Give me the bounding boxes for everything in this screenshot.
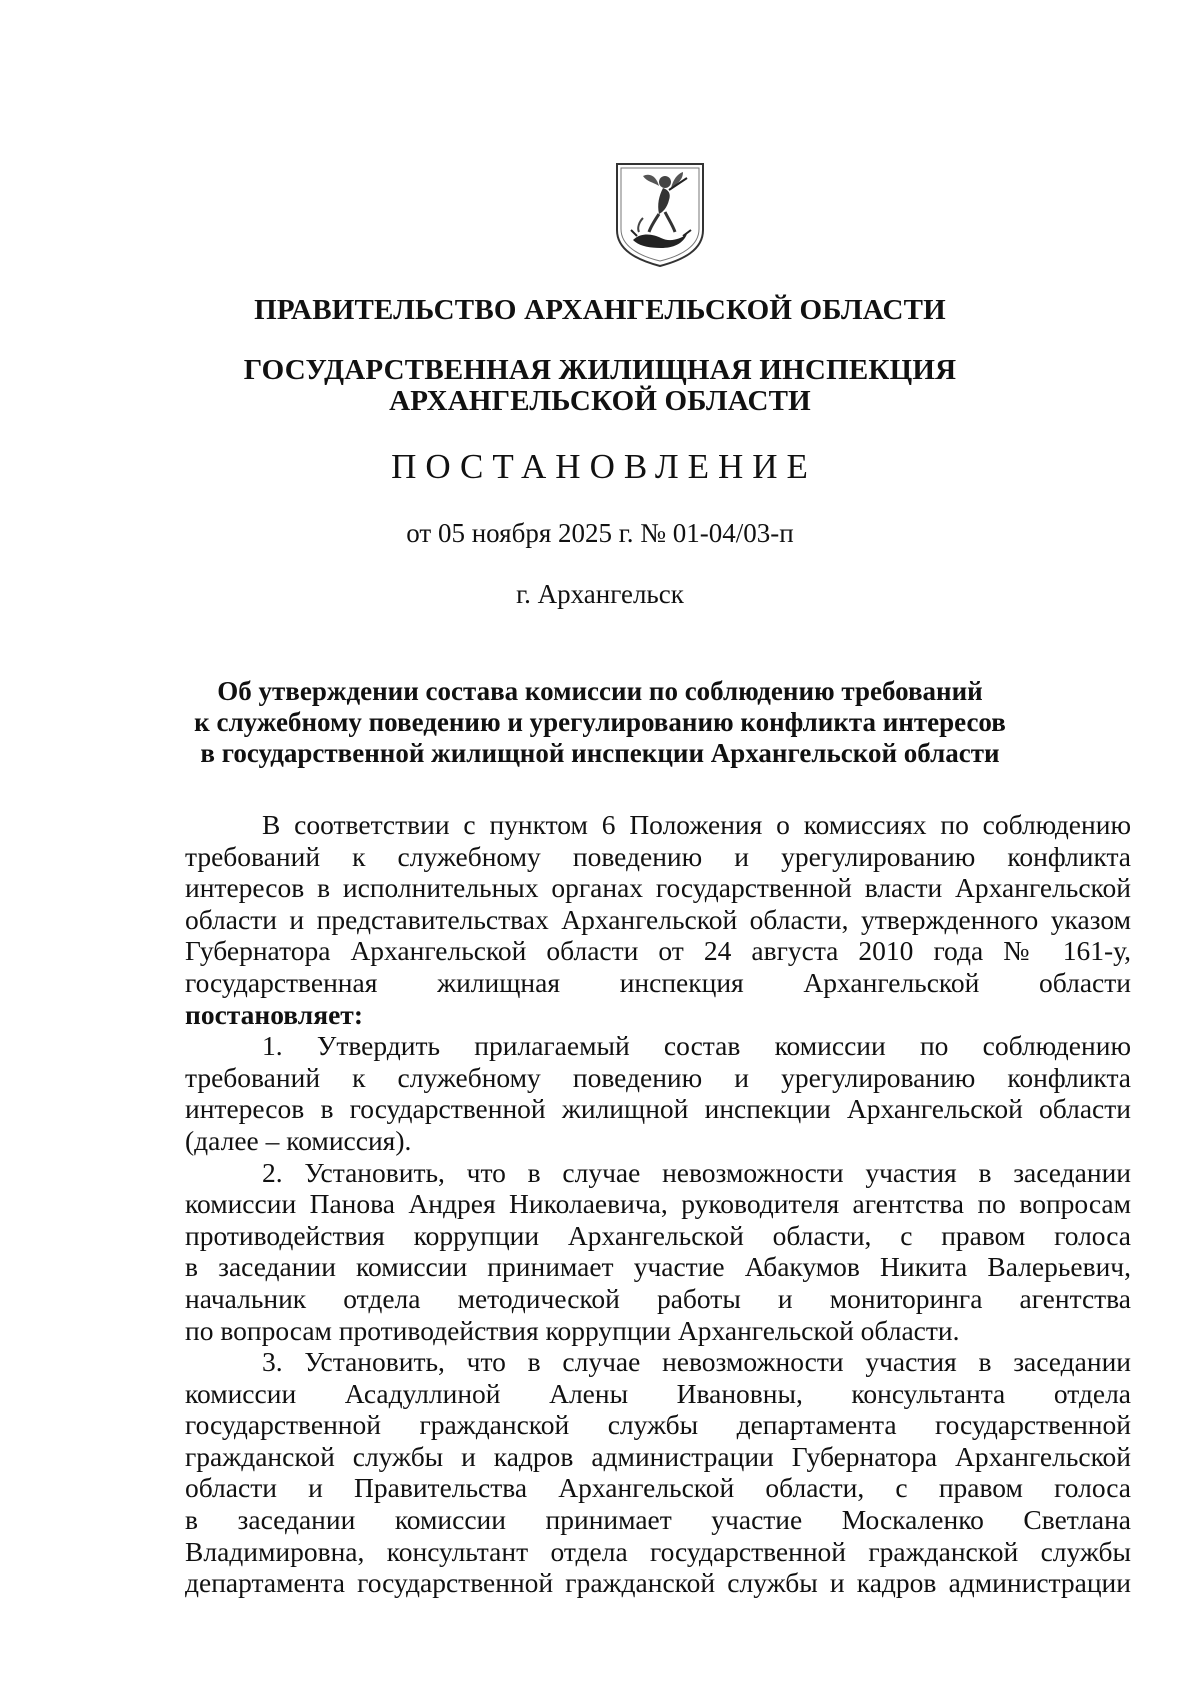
government-name: ПРАВИТЕЛЬСТВО АРХАНГЕЛЬСКОЙ ОБЛАСТИ — [254, 294, 946, 326]
document-number-date: от 05 ноября 2025 г. № 01-04/03-п — [406, 518, 794, 548]
intro-line: В соответствии с пунктом 6 Положения о комиссиях по соблюдению — [262, 809, 1131, 840]
intro-line: требований к служебному поведению и урегулированию конфликта — [185, 840, 1131, 872]
item-2-line: в заседании комиссии принимает участие Абакумов Никита Валерьевич, — [185, 1251, 1131, 1283]
item-2-line: начальник отдела методической работы и мониторинга агентства — [185, 1282, 1131, 1314]
item-2-line: 2. Установить, что в случае невозможности участия в заседании — [262, 1156, 1131, 1188]
item-1-line: интересов в государственной жилищной инспекции Архангельской области — [185, 1093, 1131, 1125]
intro-line: области и представительствах Архангельской области, утвержденного указом — [185, 903, 1131, 935]
item-3-line: области и Правительства Архангельской области, с правом голоса — [185, 1472, 1131, 1504]
item-2-line: по вопросам противодействия коррупции Архангельской области. — [185, 1314, 960, 1346]
document-type: ПОСТАНОВЛЕНИЕ — [391, 447, 817, 486]
item-2-line: комиссии Панова Андрея Николаевича, руководителя агентства по вопросам — [185, 1188, 1131, 1220]
inspection-name-line-2: АРХАНГЕЛЬСКОЙ ОБЛАСТИ — [389, 385, 811, 417]
item-3-line: комиссии Асадуллиной Алены Ивановны, консультанта отдела — [185, 1377, 1131, 1409]
intro-line: государственная жилищная инспекция Архангельской области — [185, 966, 1131, 998]
subject-line-3: в государственной жилищной инспекции Архангельской области — [200, 738, 1000, 768]
document-body — [185, 809, 1131, 1599]
resolves-word: постановляет: — [185, 998, 363, 1030]
item-3-line: департамента государственной гражданской службы и кадров администрации — [185, 1567, 1131, 1599]
intro-paragraph — [185, 809, 1131, 1030]
inspection-name-line-1: ГОСУДАРСТВЕННАЯ ЖИЛИЩНАЯ ИНСПЕКЦИЯ — [243, 354, 957, 386]
subject-line-2: к служебному поведению и урегулированию конфликта интересов — [194, 707, 1006, 737]
item-1-line: требований к служебному поведению и урегулированию конфликта — [185, 1061, 1131, 1093]
item-1-paragraph — [185, 1030, 1131, 1156]
document-city: г. Архангельск — [516, 579, 684, 609]
coat-of-arms-icon — [613, 160, 707, 270]
inspection-name — [0, 355, 1200, 417]
item-3-line: Владимировна, консультант отдела государственной гражданской службы — [185, 1535, 1131, 1567]
item-1-line: 1. Утвердить прилагаемый состав комиссии по соблюдению — [262, 1030, 1131, 1062]
item-1-line: (далее – комиссия). — [185, 1124, 412, 1156]
item-3-line: гражданской службы и кадров администрации Губернатора Архангельской — [185, 1440, 1131, 1472]
intro-line: Губернатора Архангельской области от 24 августа 2010 года № 161-у, — [185, 935, 1131, 967]
item-3-paragraph — [185, 1346, 1131, 1599]
item-2-paragraph — [185, 1157, 1131, 1347]
item-3-line: государственной гражданской службы департамента государственной — [185, 1409, 1131, 1441]
item-3-line: в заседании комиссии принимает участие Москаленко Светлана — [185, 1504, 1131, 1536]
intro-line: интересов в исполнительных органах государственной власти Архангельской — [185, 872, 1131, 904]
item-2-line: противодействия коррупции Архангельской области, с правом голоса — [185, 1219, 1131, 1251]
item-3-line: 3. Установить, что в случае невозможности участия в заседании — [262, 1346, 1131, 1378]
document-subject — [0, 676, 1200, 769]
subject-line-1: Об утверждении состава комиссии по соблюдению требований — [217, 676, 983, 706]
